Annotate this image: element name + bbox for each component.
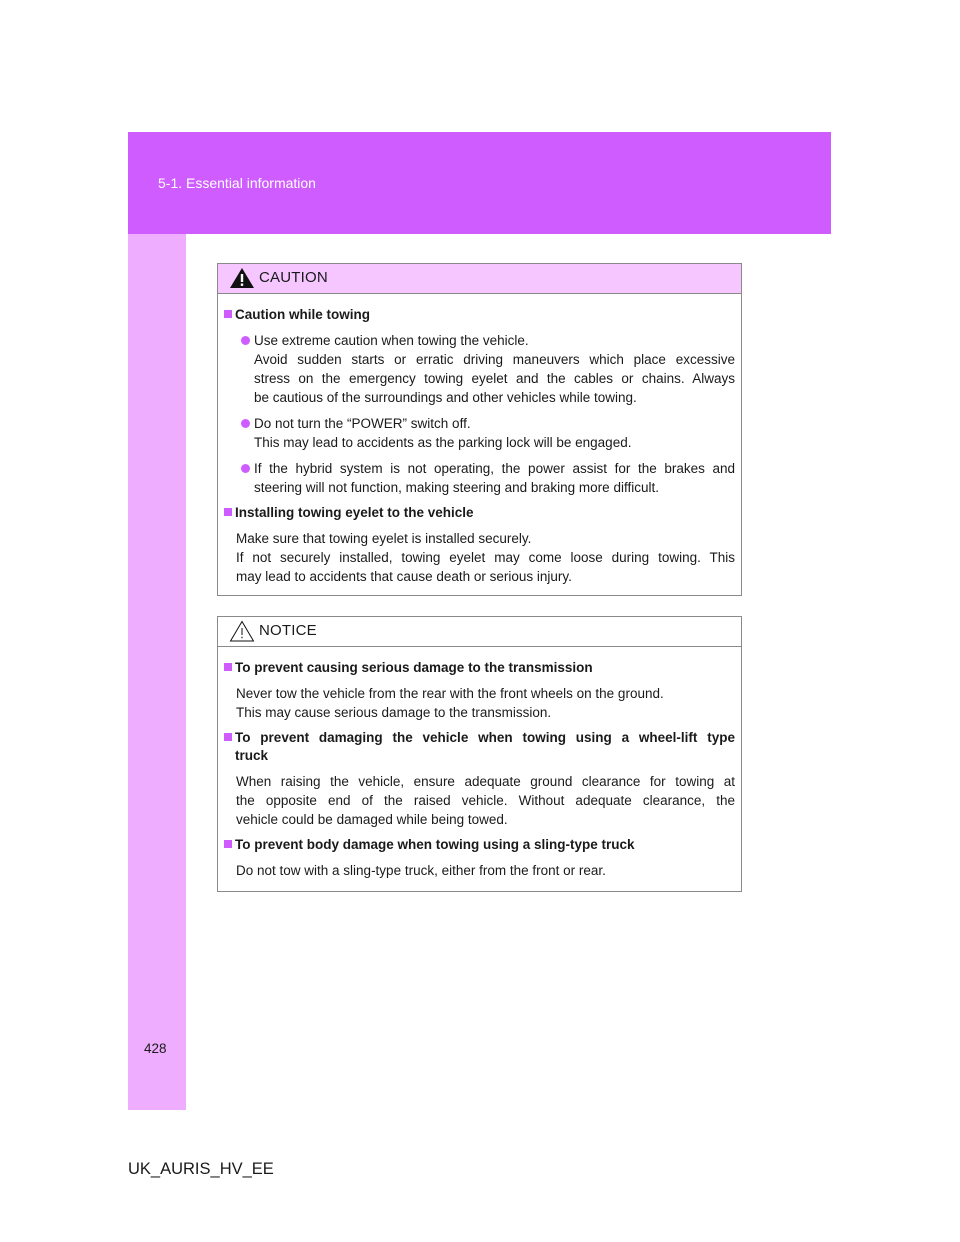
- square-bullet-icon: [224, 840, 232, 848]
- caution-bullet-extreme: [224, 331, 735, 407]
- notice-title: NOTICE: [259, 622, 317, 639]
- notice-heading-transmission: [224, 659, 735, 677]
- text-line: stress on the emergency towing eyelet and the cables or chains. Always: [254, 371, 735, 386]
- text-line: If the hybrid system is not operating, the power assist for the brakes and: [254, 461, 735, 476]
- notice-paragraph-wheel-lift: [224, 772, 735, 829]
- notice-heading-wheel-lift: [224, 729, 735, 765]
- text-line: Never tow the vehicle from the rear with the front wheels on the ground.: [236, 686, 664, 701]
- caution-paragraph-eyelet: [224, 529, 735, 586]
- text-line: When raising the vehicle, ensure adequate ground clearance for towing at: [236, 774, 735, 789]
- text-line: may lead to accidents that cause death or serious injury.: [236, 569, 572, 584]
- text-line: steering will not function, making steering and braking more difficult.: [254, 480, 659, 495]
- caution-header: [218, 264, 741, 294]
- side-band: [128, 234, 186, 1110]
- heading-text: To prevent damaging the vehicle when towing using a wheel-lift type: [235, 730, 735, 745]
- heading-text: To prevent causing serious damage to the transmission: [235, 660, 593, 675]
- text-line: Do not tow with a sling-type truck, either from the front or rear.: [236, 863, 606, 878]
- warning-outline-icon: [229, 620, 255, 642]
- notice-body: [218, 647, 741, 894]
- caution-title: CAUTION: [259, 269, 328, 286]
- square-bullet-icon: [224, 508, 232, 516]
- caution-heading-towing: [224, 306, 735, 324]
- text-line: If not securely installed, towing eyelet may come loose during towing. This: [236, 550, 735, 565]
- text-line: vehicle could be damaged while being towed.: [236, 812, 508, 827]
- round-bullet-icon: [241, 464, 250, 473]
- section-title: 5-1. Essential information: [158, 175, 316, 191]
- notice-header: [218, 617, 741, 647]
- heading-text: truck: [235, 748, 269, 763]
- text-line: Avoid sudden starts or erratic driving maneuvers which place excessive: [254, 352, 735, 367]
- notice-box: [217, 616, 742, 892]
- text-line: the opposite end of the raised vehicle. Without adequate clearance, the: [236, 793, 735, 808]
- text-line: Make sure that towing eyelet is installed securely.: [236, 531, 532, 546]
- square-bullet-icon: [224, 663, 232, 671]
- caution-bullet-hybrid: [224, 459, 735, 497]
- square-bullet-icon: [224, 310, 232, 318]
- text-line: This may cause serious damage to the transmission.: [236, 705, 552, 720]
- caution-box: [217, 263, 742, 596]
- notice-paragraph-sling: [224, 861, 735, 880]
- round-bullet-icon: [241, 419, 250, 428]
- text-line: Do not turn the “POWER” switch off.: [254, 416, 471, 431]
- text-line: Use extreme caution when towing the vehicle.: [254, 333, 529, 348]
- square-bullet-icon: [224, 733, 232, 741]
- document-code: UK_AURIS_HV_EE: [128, 1160, 274, 1178]
- caution-bullet-power: [224, 414, 735, 452]
- round-bullet-icon: [241, 336, 250, 345]
- notice-heading-sling: [224, 836, 735, 854]
- text-line: This may lead to accidents as the parking lock will be engaged.: [254, 435, 632, 450]
- heading-text: Caution while towing: [235, 307, 370, 322]
- notice-paragraph-transmission: [224, 684, 735, 722]
- caution-heading-eyelet: [224, 504, 735, 522]
- page-number: 428: [144, 1041, 167, 1056]
- warning-icon: [229, 267, 255, 289]
- caution-body: [218, 294, 741, 600]
- heading-text: To prevent body damage when towing using a sling-type truck: [235, 837, 635, 852]
- heading-text: Installing towing eyelet to the vehicle: [235, 505, 474, 520]
- text-line: be cautious of the surroundings and other vehicles while towing.: [254, 390, 637, 405]
